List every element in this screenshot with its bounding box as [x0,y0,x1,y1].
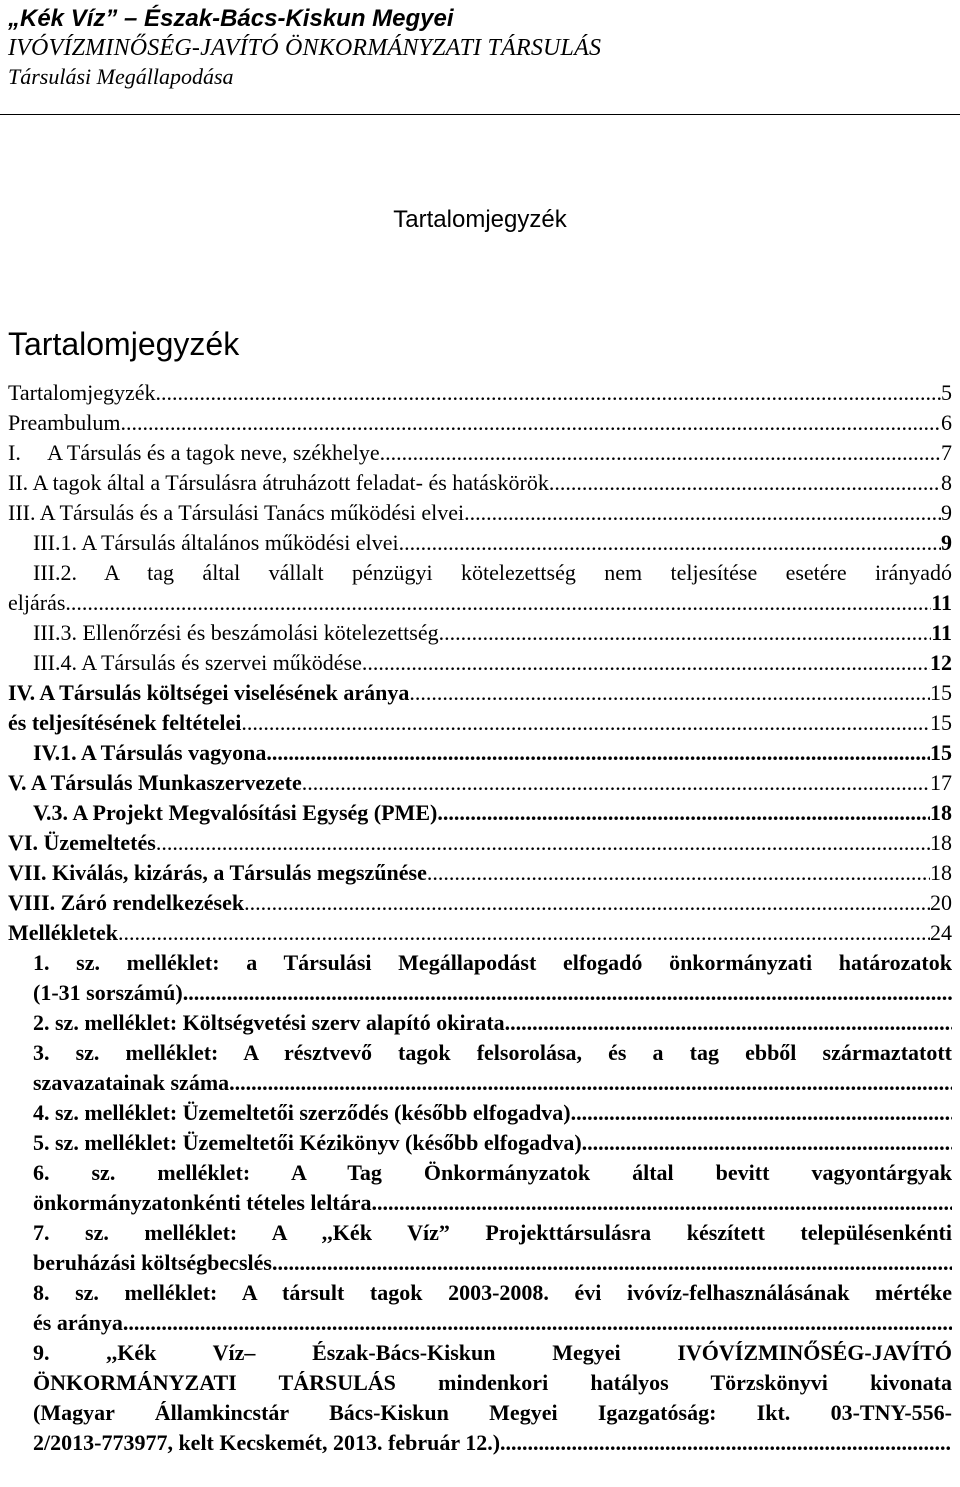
toc-leader [409,678,930,708]
toc-leader [244,888,930,918]
toc-entry[interactable] [8,828,952,858]
toc-entry[interactable] [8,498,952,528]
toc-entry-line[interactable]: III.2. A tag által vállalt pénzügyi kötelezettség nem teljesítése esetére irányadó [33,560,952,585]
toc-page: 11 [931,590,952,615]
toc-annex-line[interactable]: 6. sz. melléklet: A Tag Önkormányzatok által bevitt vagyontárgyak [33,1160,952,1185]
page-title: Tartalomjegyzék [393,206,567,233]
toc-leader [302,768,930,798]
toc-annex-line[interactable]: 9. ,,Kék Víz– Észak-Bács-Kiskun Megyei IVÓVÍZMINŐSÉG-JAVÍTÓ [33,1340,952,1365]
toc-page: 20 [930,890,952,915]
toc-entry[interactable] [8,1098,952,1128]
toc-entry[interactable] [8,1188,952,1218]
toc-entry-text: VIII. Záró rendelkezések [8,890,245,915]
toc-entry-text: VII. Kiválás, kizárás, a Társulás megszűnése [8,860,427,885]
table-of-contents [8,378,952,1458]
toc-annex-line[interactable]: 3. sz. melléklet: A résztvevő tagok felsorolása, és a tag ebből származtatott [33,1040,952,1065]
toc-leader [427,858,930,888]
toc-entry-text: I. A Társulás és a tagok neve, székhelye [8,440,380,465]
toc-leader [241,708,930,738]
toc-page: 15 [930,680,952,705]
toc-annex-line[interactable]: 1. sz. melléklet: a Társulási Megállapodást elfogadó önkormányzati határozatok [33,950,952,975]
toc-entry-text: Mellékletek [8,920,118,945]
toc-page: 7 [941,440,952,465]
toc-entry-text: (1-31 sorszámú) [33,980,183,1005]
toc-leader [399,528,941,558]
header-doc-name: Társulási Megállapodása [8,64,234,89]
toc-entry-text: IV.1. A Társulás vagyona [33,740,267,765]
toc-page: 8 [941,470,952,495]
toc-entry[interactable] [8,978,952,1008]
toc-entry[interactable] [8,468,952,498]
toc-leader [464,498,941,528]
toc-entry-text: III.4. A Társulás és szervei működése [33,650,362,675]
toc-entry-text: 2. sz. melléklet: Költségvetési szerv alapító okirata [33,1010,505,1035]
toc-entry[interactable] [8,738,952,768]
toc-entry[interactable] [8,1128,952,1158]
toc-annex-line[interactable]: ÖNKORMÁNYZATI TÁRSULÁS mindenkori hatályos Törzskönyvi kivonata [33,1370,952,1395]
toc-entry-text: 4. sz. melléklet: Üzemeltetői szerződés (később elfogadva) [33,1100,571,1125]
header-subtitle: IVÓVÍZMINŐSÉG-JAVÍTÓ ÖNKORMÁNYZATI TÁRSULÁS [8,35,602,61]
toc-leader [156,378,941,408]
toc-entry-text: eljárás [8,590,66,615]
document-header [8,4,601,92]
toc-entry-text: III.1. A Társulás általános működési elvei [33,530,399,555]
toc-entry[interactable] [8,858,952,888]
toc-leader [500,1428,952,1458]
toc-page: 6 [941,410,952,435]
toc-entry[interactable] [8,888,952,918]
toc-page: 18 [930,800,952,825]
toc-leader [582,1128,952,1158]
header-title: „Kék Víz” – Észak-Bács-Kiskun Megyei [8,5,454,32]
toc-entry[interactable] [8,768,952,798]
toc-entry-text: Tartalomjegyzék [8,380,156,405]
toc-leader [571,1098,952,1128]
toc-page: 9 [941,530,952,555]
toc-entry-text: VI. Üzemeltetés [8,830,156,855]
toc-entry-text: 2/2013-773977, kelt Kecskemét, 2013. február 12.) [33,1430,501,1455]
toc-leader [505,1008,952,1038]
toc-entry[interactable] [8,648,952,678]
toc-entry-text: 5. sz. melléklet: Üzemeltetői Kézikönyv (később elfogadva) [33,1130,582,1155]
toc-entry-text: V.3. A Projekt Megvalósítási Egység (PME) [33,800,438,825]
toc-page: 9 [941,500,952,525]
toc-entry[interactable] [8,798,952,828]
toc-entry[interactable] [8,1068,952,1098]
header-divider [0,114,960,115]
toc-entry-text: V. A Társulás Munkaszervezete [8,770,302,795]
toc-entry[interactable] [8,918,952,948]
toc-entry[interactable] [8,708,952,738]
toc-leader [120,408,941,438]
toc-entry[interactable] [8,438,952,468]
toc-entry[interactable] [8,1008,952,1038]
toc-leader [123,1308,952,1338]
toc-leader [380,438,941,468]
toc-leader [549,468,941,498]
toc-entry[interactable] [8,378,952,408]
toc-leader [65,588,931,618]
toc-entry-text: II. A tagok által a Társulásra átruházott feladat- és hatáskörök [8,470,549,495]
toc-page: 24 [930,920,952,945]
toc-annex-line[interactable]: (Magyar Államkincstár Bács-Kiskun Megyei Igazgatóság: Ikt. 03-TNY-556- [33,1400,952,1425]
toc-leader [372,1188,953,1218]
toc-entry[interactable] [8,1248,952,1278]
toc-leader [183,978,952,1008]
toc-entry-text: beruházási költségbecslés [33,1250,272,1275]
toc-entry-text: III.3. Ellenőrzési és beszámolási kötelezettség [33,620,439,645]
toc-page: 11 [931,620,952,645]
toc-entry[interactable] [8,588,952,618]
toc-entry[interactable] [8,618,952,648]
toc-annex-line[interactable]: 8. sz. melléklet: A társult tagok 2003-2008. évi ivóvíz-felhasználásának mértéke [33,1280,952,1305]
toc-heading: Tartalomjegyzék [8,326,240,362]
toc-entry[interactable] [8,528,952,558]
toc-leader [229,1068,952,1098]
toc-entry-text: Preambulum [8,410,121,435]
toc-leader [272,1248,952,1278]
toc-page: 15 [930,710,952,735]
toc-leader [439,618,932,648]
toc-leader [362,648,930,678]
toc-page: 12 [930,650,952,675]
toc-page: 17 [930,770,952,795]
toc-page: 18 [930,860,952,885]
toc-entry-text: III. A Társulás és a Társulási Tanács működési elvei [8,500,465,525]
toc-entry-text: és aránya [33,1310,123,1335]
toc-page: 15 [930,740,952,765]
toc-leader [437,798,930,828]
toc-entry-text: IV. A Társulás költségei viselésének aránya [8,680,410,705]
toc-page: 18 [930,830,952,855]
toc-entry-text: és teljesítésének feltételei [8,710,242,735]
toc-entry[interactable] [8,1428,952,1458]
toc-entry[interactable] [8,408,952,438]
toc-annex-line[interactable]: 7. sz. melléklet: A ,,Kék Víz” Projekttársulásra készített településenkénti [33,1220,952,1245]
toc-entry-text: szavazatainak száma [33,1070,230,1095]
toc-entry[interactable] [8,678,952,708]
toc-leader [266,738,930,768]
toc-leader [156,828,930,858]
toc-leader [118,918,930,948]
toc-entry[interactable] [8,1308,952,1338]
toc-page: 5 [941,380,952,405]
toc-entry-text: önkormányzatonkénti tételes leltára [33,1190,372,1215]
